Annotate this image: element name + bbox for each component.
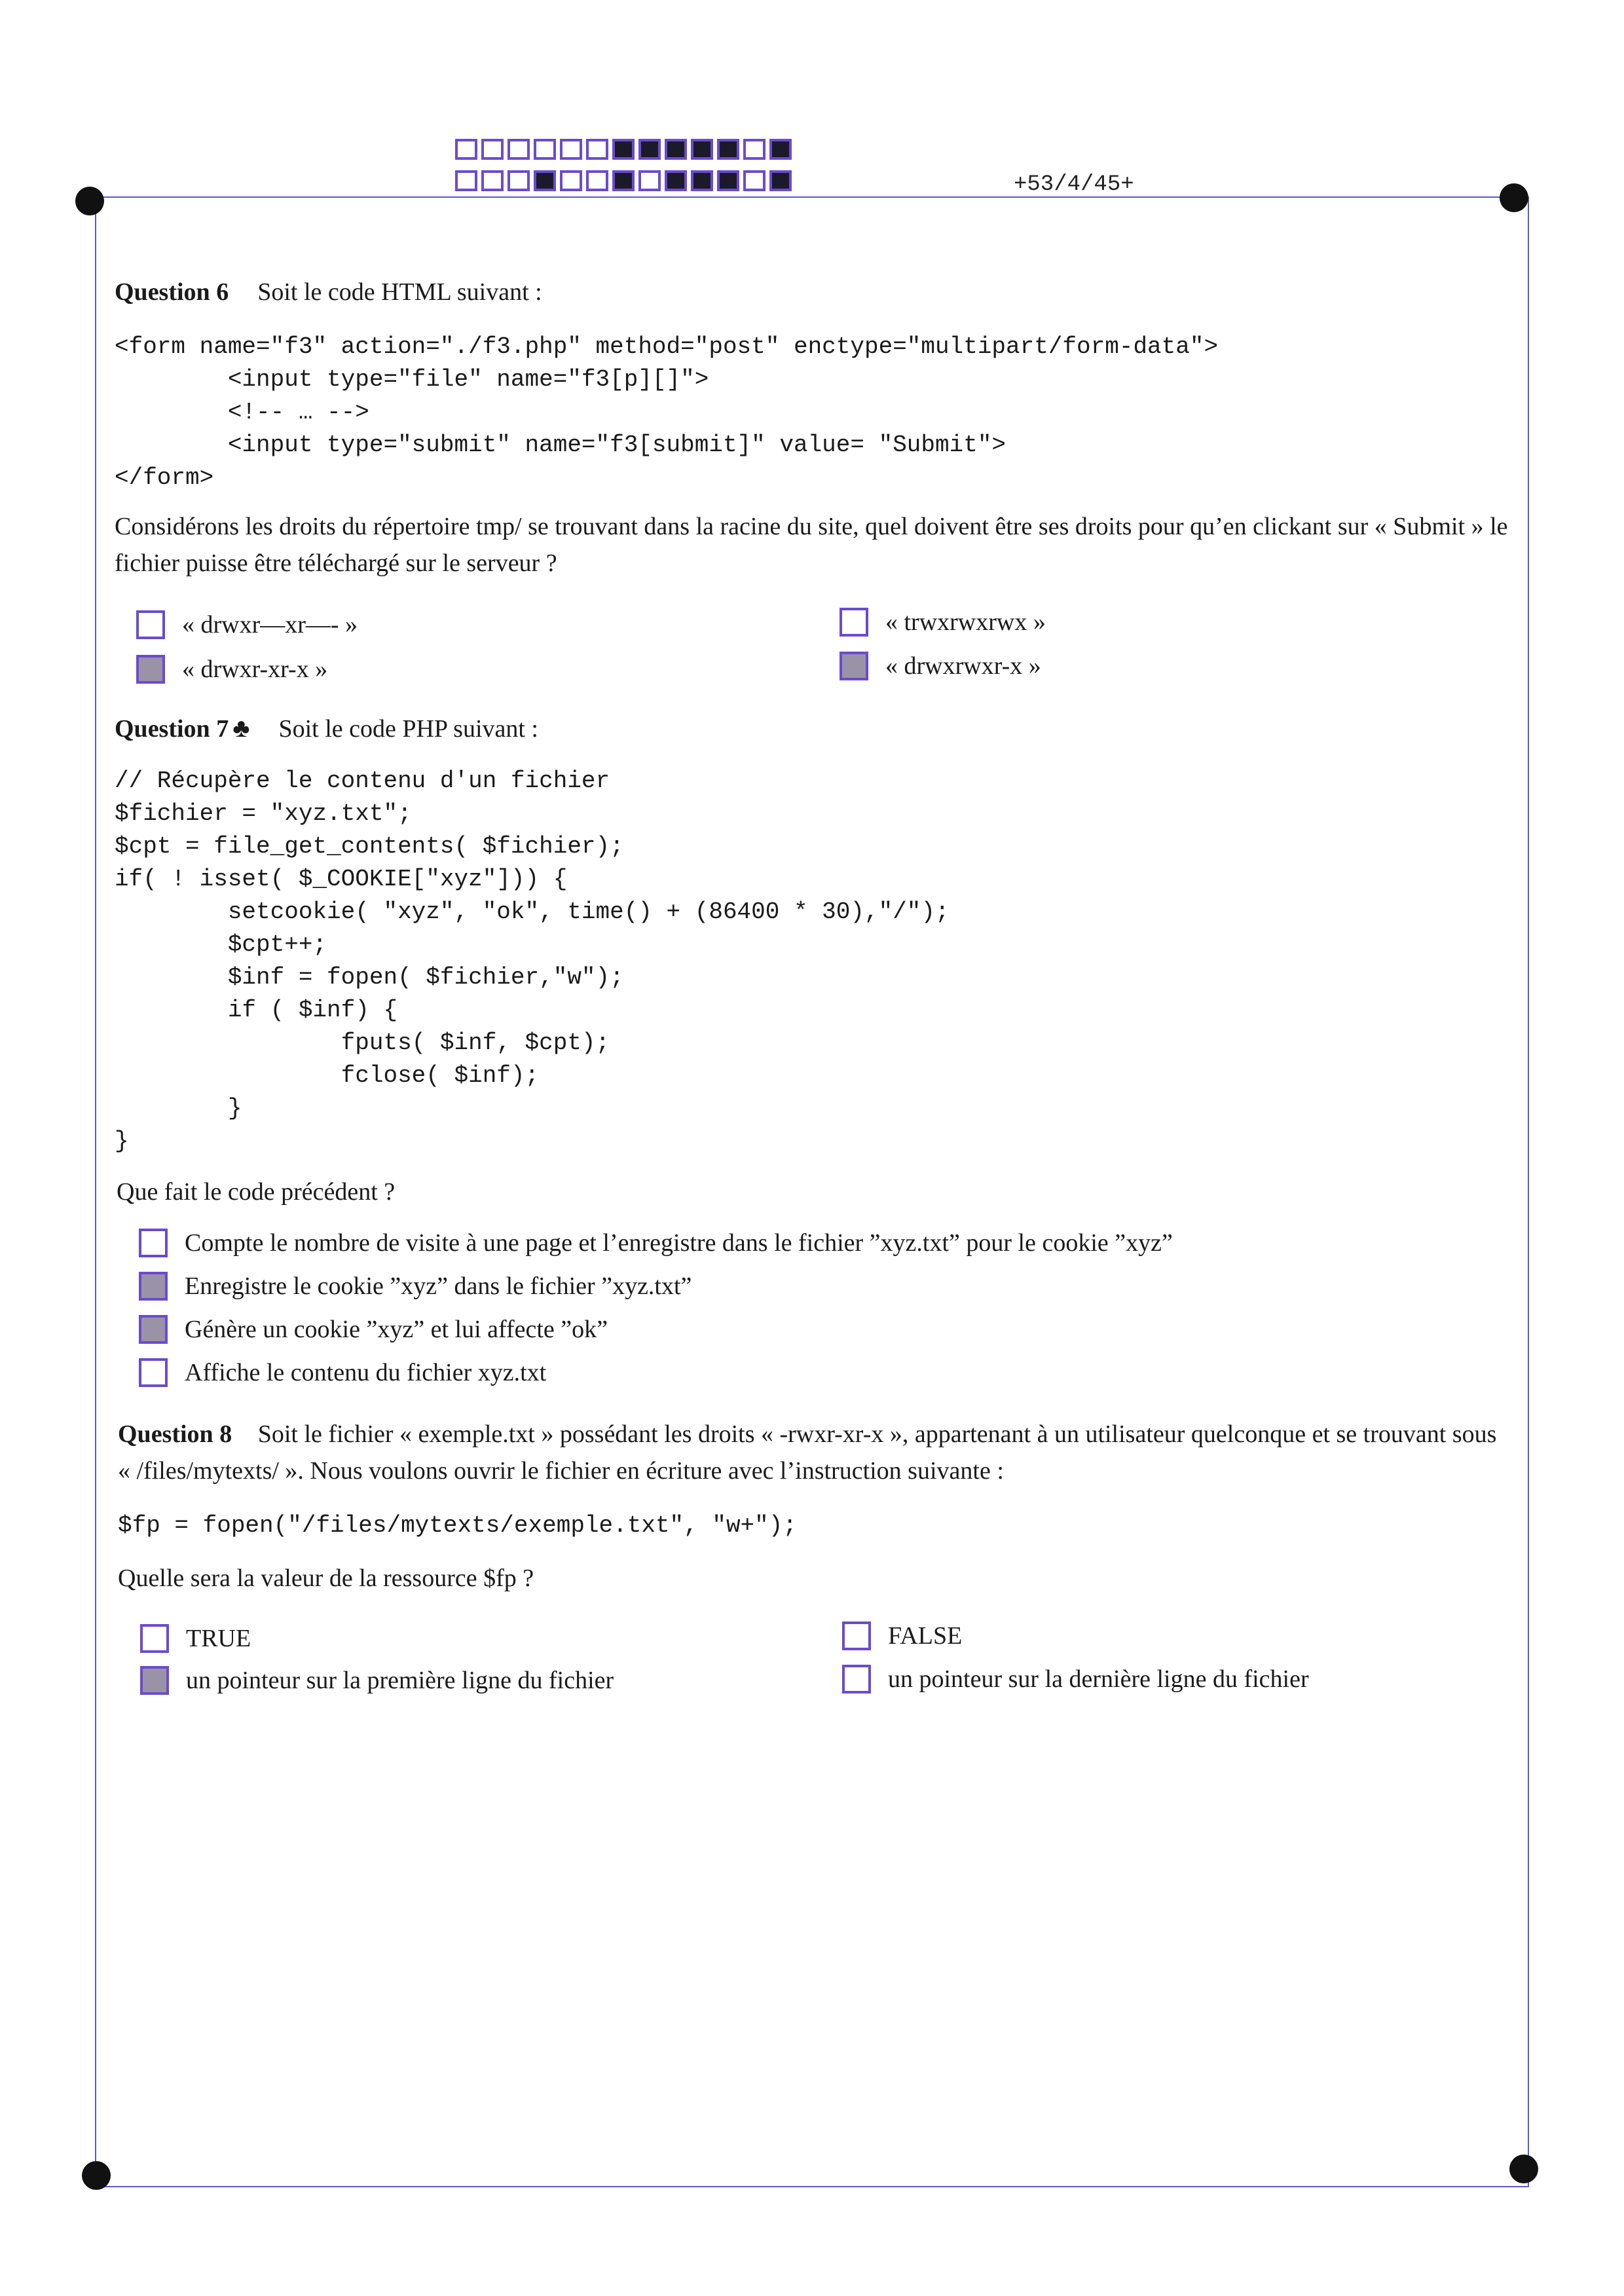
id-code-box <box>769 139 792 160</box>
option-label: « trwxrwxrwx » <box>885 608 1046 636</box>
corner-mark-bottom-right <box>1509 2155 1538 2183</box>
id-code-box <box>481 139 504 160</box>
id-code-box <box>455 139 477 160</box>
q7-option-1[interactable] <box>139 1229 1173 1257</box>
checkbox[interactable] <box>140 1666 169 1695</box>
checkbox[interactable] <box>139 1315 168 1344</box>
id-code-box <box>481 170 504 191</box>
id-code-box <box>691 170 713 191</box>
id-code-box <box>717 170 739 191</box>
question-6-header <box>115 278 542 306</box>
q7-option-3[interactable] <box>139 1315 608 1344</box>
question-8-text: Soit le fichier « exemple.txt » possédant les droits « -rwxr-xr-x », appartenant à un utilisateur quelconque et se trouvant sous « /files/mytexts/ ». Nous voulons ouvrir le fichier en écriture avec l’instruction suivante : <box>118 1420 1497 1485</box>
corner-mark-top-right <box>1500 183 1528 212</box>
id-code-row-bottom <box>455 170 792 191</box>
q8-option-1[interactable] <box>140 1624 251 1653</box>
id-code-row-top <box>455 139 792 160</box>
id-code-box <box>743 139 766 160</box>
q6-option-4[interactable] <box>840 652 1041 680</box>
q6-option-3[interactable] <box>136 655 327 684</box>
question-7-label: Question 7 <box>115 715 229 743</box>
question-7-text: Que fait le code précédent ? <box>117 1178 396 1206</box>
option-label: FALSE <box>888 1622 963 1650</box>
q8-option-3[interactable] <box>140 1666 614 1695</box>
checkbox[interactable] <box>840 608 868 637</box>
option-label: Enregistre le cookie ”xyz” dans le fichier ”xyz.txt” <box>185 1272 692 1300</box>
q7-option-2[interactable] <box>139 1272 692 1301</box>
corner-mark-bottom-left <box>82 2161 111 2190</box>
checkbox[interactable] <box>139 1358 168 1387</box>
question-8-block <box>118 1416 1513 1489</box>
question-6-text: Considérons les droits du répertoire tmp/ se trouvant dans la racine du site, quel doivent être ses droits pour qu’en clickant sur « Submit » le fichier puisse être téléchargé sur le serveur ? <box>115 513 1508 577</box>
id-code-box <box>638 139 661 160</box>
id-code-box <box>691 139 713 160</box>
checkbox[interactable] <box>140 1624 169 1653</box>
question-8-question: Quelle sera la valeur de la ressource $fp ? <box>118 1565 534 1592</box>
option-label: Génère un cookie ”xyz” et lui affecte ”ok” <box>185 1316 608 1343</box>
corner-mark-top-left <box>75 187 104 215</box>
id-code-box <box>560 139 582 160</box>
id-code-box <box>455 170 477 191</box>
id-code-box <box>769 170 792 191</box>
q8-option-2[interactable] <box>842 1621 962 1650</box>
id-code-box <box>638 170 661 191</box>
checkbox[interactable] <box>842 1665 871 1694</box>
q7-option-4[interactable] <box>139 1358 546 1387</box>
id-code-box <box>665 170 687 191</box>
question-8-label: Question 8 <box>118 1420 232 1448</box>
id-code-box <box>717 139 739 160</box>
id-code-box <box>586 170 608 191</box>
id-code-box <box>586 139 608 160</box>
option-label: « drwxr—xr—- » <box>182 611 358 639</box>
club-icon: ♣ <box>232 713 250 743</box>
option-label: un pointeur sur la dernière ligne du fichier <box>888 1665 1309 1693</box>
q6-option-1[interactable] <box>136 610 358 639</box>
id-code-box <box>534 139 556 160</box>
question-7-header <box>115 713 538 743</box>
id-code-box <box>612 170 635 191</box>
checkbox[interactable] <box>840 652 868 680</box>
id-code-box <box>560 170 582 191</box>
question-7-code: // Récupère le contenu d'un fichier $fichier = "xyz.txt"; $cpt = file_get_contents( $fichier); if( ! isset( $_COOKIE["xyz"])) { setcookie( "xyz", "ok", time() + (86400 * 30),"/"); $cpt++; $inf = fopen( $fichier,"w"); if ( $inf) { fputs( $inf, $cpt); fclose( $inf); } } <box>115 768 950 1155</box>
id-code-box <box>507 139 530 160</box>
id-code-box <box>743 170 766 191</box>
checkbox[interactable] <box>136 655 165 684</box>
q6-option-2[interactable] <box>840 608 1046 637</box>
id-code-box <box>612 139 635 160</box>
id-code-box <box>534 170 556 191</box>
option-label: « drwxrwxr-x » <box>885 652 1041 680</box>
question-6-intro: Soit le code HTML suivant : <box>257 278 542 306</box>
question-6-code: <form name="f3" action="./f3.php" method="post" enctype="multipart/form-data"> <input type="file" name="f3[p][]"> <!-- … --> <input type="submit" name="f3[submit]" value= "Submit"> </form> <box>115 333 1219 491</box>
question-7-intro: Soit le code PHP suivant : <box>278 715 538 743</box>
option-label: « drwxr-xr-x » <box>182 656 328 683</box>
q8-option-4[interactable] <box>842 1665 1309 1694</box>
id-code-box <box>507 170 530 191</box>
question-8-code: $fp = fopen("/files/mytexts/exemple.txt", "w+"); <box>118 1512 797 1539</box>
checkbox[interactable] <box>139 1272 168 1301</box>
option-label: TRUE <box>186 1625 251 1652</box>
option-label: Affiche le contenu du fichier xyz.txt <box>185 1359 547 1386</box>
checkbox[interactable] <box>139 1229 168 1257</box>
id-code-box <box>665 139 687 160</box>
checkbox[interactable] <box>842 1621 871 1650</box>
option-label: un pointeur sur la première ligne du fichier <box>186 1667 614 1694</box>
option-label: Compte le nombre de visite à une page et l’enregistre dans le fichier ”xyz.txt” pour le cookie ”xyz” <box>185 1229 1173 1257</box>
checkbox[interactable] <box>136 610 165 639</box>
page-id: +53/4/45+ <box>1014 172 1134 197</box>
question-6-label: Question 6 <box>115 278 229 306</box>
